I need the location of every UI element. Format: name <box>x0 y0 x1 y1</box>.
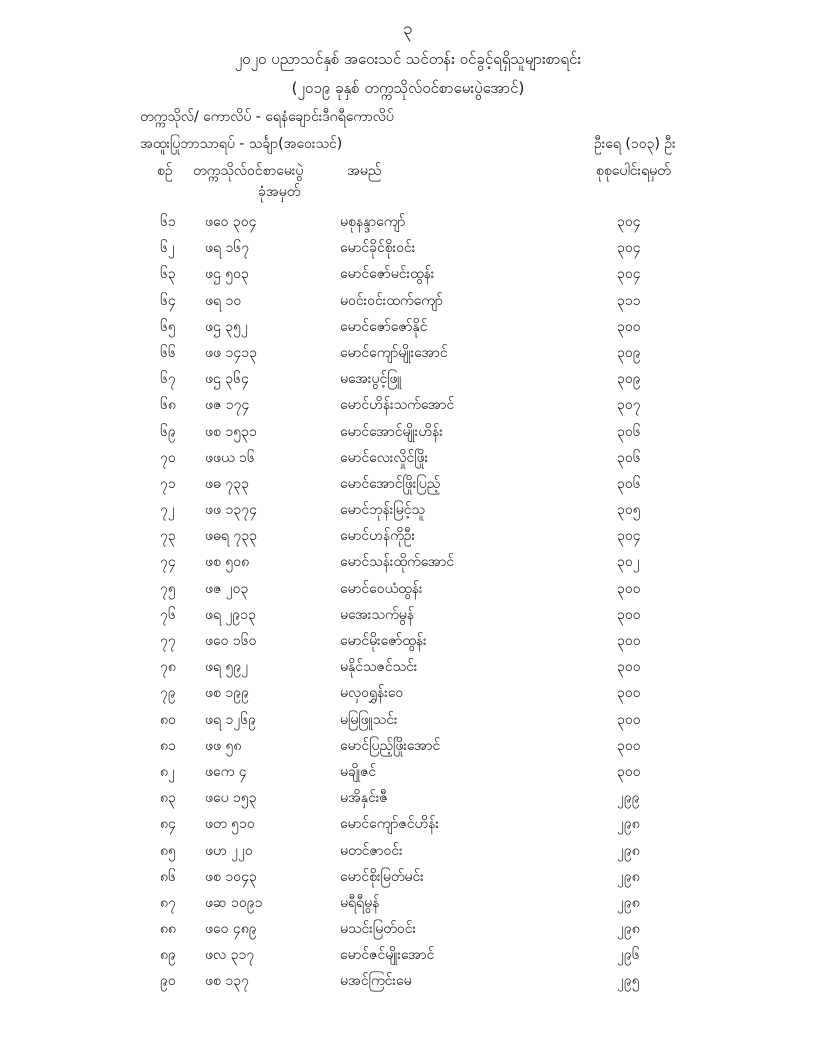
row-seq: ၈၅ <box>160 842 176 859</box>
row-student-name: မောင်ခိုင်စိုးဝင်း <box>340 240 416 257</box>
row-roll-number: ဖဖ ၁၄၁၃ <box>205 344 257 361</box>
row-seq: ၈၆ <box>160 868 176 885</box>
table-row <box>0 760 816 786</box>
row-seq: ၆၁ <box>160 214 176 230</box>
row-roll-number: ဖတ ၅၁၀ <box>205 816 255 833</box>
table-row <box>0 865 816 891</box>
row-seq: ၇၀ <box>160 449 176 466</box>
row-seq: ၆၆ <box>160 344 176 361</box>
row-seq: ၈၃ <box>160 790 176 807</box>
row-total-marks: ၂၉၈ <box>617 921 640 938</box>
row-roll-number: ဖဝေ ၁၆၀ <box>205 633 257 649</box>
row-total-marks: ၃၁၁ <box>617 292 641 309</box>
row-roll-number: ဖရ ၁၀ <box>205 292 242 309</box>
table-row <box>0 655 816 681</box>
row-roll-number: ဖရ ၂၉၁၃ <box>205 606 256 623</box>
row-seq: ၆၃ <box>160 266 176 283</box>
row-total-marks: ၃၀၀ <box>617 633 641 649</box>
row-roll-number: ဖဆ ၁၀၉၁ <box>205 894 263 911</box>
student-count: ဦးရေ (၁၀၃) ဦး <box>594 136 676 152</box>
row-roll-number: ဖဌ ၃၆၄ <box>205 371 249 388</box>
row-student-name: မရီရီမွန် <box>340 894 380 911</box>
row-roll-number: ဖဝေ ၄၈၉ <box>205 921 257 938</box>
row-total-marks: ၂၉၈ <box>617 816 640 833</box>
row-student-name: မသင်းမြတ်ဝင်း <box>340 921 417 938</box>
row-student-name: မောင်မိုးဇော်ထွန်း <box>340 633 427 649</box>
table-row <box>0 917 816 943</box>
row-roll-number: ဖဓ ၇၃၃ <box>205 475 249 492</box>
row-student-name: မောင်ပြည့်ဖြိုးအောင် <box>340 737 441 754</box>
row-student-name: မအိနှင်းဇီ <box>340 790 388 807</box>
row-seq: ၆၉ <box>160 423 176 440</box>
column-header-roll-sub: ခုံအမှတ် <box>258 184 301 200</box>
table-row <box>0 681 816 707</box>
page-number: ၃ <box>403 19 413 39</box>
table-row <box>0 943 816 969</box>
row-total-marks: ၃၀၀ <box>617 606 641 623</box>
row-seq: ၇၂ <box>160 502 175 519</box>
row-student-name: မနိုင်သဇင်သင်း <box>340 659 418 676</box>
row-seq: ၇၉ <box>160 685 176 702</box>
row-seq: ၇၇ <box>160 633 176 649</box>
university-line: တက္ကသိုလ်/ ကောလိပ် - ရေနံချောင်းဒီဂရီကောလိပ် <box>140 109 394 125</box>
row-seq: ၉၀ <box>160 973 176 990</box>
row-student-name: မောင်သန်းထိုက်အောင် <box>340 554 455 571</box>
row-total-marks: ၃၀၆ <box>617 423 641 440</box>
row-seq: ၈၉ <box>160 947 176 964</box>
row-roll-number: ဖရ ၅၉၂ <box>205 659 249 676</box>
row-roll-number: ဖစ ၅၀၈ <box>205 554 250 571</box>
row-roll-number: ဖပေ ၁၅၃ <box>205 790 257 807</box>
row-student-name: မတင်ဇာဝင်း <box>340 842 403 859</box>
row-seq: ၇၃ <box>160 528 176 545</box>
table-row <box>0 498 816 524</box>
row-total-marks: ၃၀၂ <box>617 554 640 571</box>
row-roll-number: ဖဖ ၁၃၇၄ <box>205 502 257 519</box>
subject-line: အထူးပြုဘာသာရပ် - သင်္ချာ(အဝေးသင်) <box>140 136 343 152</box>
row-student-name: မောင်ဟန်ကိုဦး <box>340 528 416 545</box>
row-roll-number: ဖဇ ၁၇၄ <box>205 397 250 414</box>
row-seq: ၇၆ <box>160 606 176 623</box>
table-row <box>0 577 816 603</box>
column-header-name: အမည် <box>347 163 382 179</box>
row-student-name: မောင်ဇော်မင်းထွန်း <box>340 266 435 283</box>
row-total-marks: ၃၀၆ <box>617 449 641 466</box>
row-student-name: မောင်ဝေယံထွန်း <box>340 580 423 597</box>
row-total-marks: ၃၀၀ <box>617 737 641 754</box>
row-total-marks: ၃၀၀ <box>617 763 641 780</box>
document-subtitle: (၂၀၁၉ ခုနှစ် တက္ကသိုလ်ဝင်စာမေးပွဲအောင်) <box>291 79 525 97</box>
row-total-marks: ၂၉၉ <box>617 790 640 807</box>
row-student-name: မလှဝရွှန်းဝေ <box>340 685 404 702</box>
table-row <box>0 341 816 367</box>
row-roll-number: ဖကေ ၄ <box>205 763 247 780</box>
table-row <box>0 262 816 288</box>
row-student-name: မဝင်းဝင်းထက်ကျော် <box>340 292 443 309</box>
row-roll-number: ဖစ ၁၀၄၃ <box>205 868 257 885</box>
table-row <box>0 367 816 393</box>
row-student-name: မောင်လေးလှိုင်ဖြိုး <box>340 449 429 466</box>
row-student-name: မမြဖြူသင်း <box>340 711 398 728</box>
row-total-marks: ၃၀၅ <box>617 502 641 519</box>
row-total-marks: ၃၀၄ <box>617 528 641 545</box>
table-row <box>0 708 816 734</box>
row-seq: ၇၈ <box>160 659 176 676</box>
row-total-marks: ၃၀၀ <box>617 659 641 676</box>
row-roll-number: ဖရ ၁၂၆၉ <box>205 711 256 728</box>
row-total-marks: ၃၀၉ <box>617 371 641 388</box>
table-row <box>0 734 816 760</box>
row-roll-number: ဖဖယ ၁၆ <box>205 449 255 466</box>
row-roll-number: ဖဇ ၂၀၃ <box>205 580 249 597</box>
table-row <box>0 786 816 812</box>
column-header-seq: စဉ် <box>157 163 173 179</box>
row-student-name: မောင်အောင်မျိုးဟိန်း <box>340 423 443 440</box>
row-student-name: မအင်ကြင်းမေ <box>340 973 412 990</box>
row-roll-number: ဖဓရ ၇၃၃ <box>205 528 257 545</box>
row-seq: ၆၂ <box>160 240 175 257</box>
row-student-name: မောင်အောင်ဖြိုးပြည့် <box>340 475 441 492</box>
table-row <box>0 393 816 419</box>
row-total-marks: ၃၀၉ <box>617 344 641 361</box>
row-roll-number: ဖစ ၁၃၇ <box>205 973 249 990</box>
row-total-marks: ၂၉၈ <box>617 842 640 859</box>
row-student-name: မောင်ကျော်ဇင်ဟိန်း <box>340 816 439 833</box>
row-roll-number: ဖရ ၁၆၇ <box>205 240 250 257</box>
row-seq: ၈၀ <box>160 711 176 728</box>
table-row <box>0 550 816 576</box>
row-total-marks: ၂၉၅ <box>617 973 640 990</box>
row-student-name: မောင်ဇင်မျိုးအောင် <box>340 947 435 964</box>
row-seq: ၇၄ <box>160 554 176 571</box>
row-total-marks: ၂၉၈ <box>617 894 640 911</box>
table-row <box>0 524 816 550</box>
table-row <box>0 446 816 472</box>
row-seq: ၈၁ <box>160 737 176 754</box>
table-row <box>0 472 816 498</box>
table-row <box>0 420 816 446</box>
row-student-name: မောင်ဇော်ဇော်နိုင် <box>340 318 428 335</box>
row-roll-number: ဖဖ ၅၈ <box>205 737 242 754</box>
row-roll-number: ဖဝေ ၃၀၄ <box>205 214 257 230</box>
table-row <box>0 315 816 341</box>
row-student-name: မောင်ကျော်မျိုးအောင် <box>340 344 448 361</box>
row-seq: ၈၂ <box>160 763 175 780</box>
row-total-marks: ၃၀၇ <box>617 397 641 414</box>
table-row <box>0 210 816 236</box>
row-student-name: မောင်ဟိန်းသက်အောင် <box>340 397 455 414</box>
row-roll-number: ဖဟ ၂၂၀ <box>205 842 253 859</box>
table-row <box>0 891 816 917</box>
table-row <box>0 603 816 629</box>
row-student-name: မောင်ဘုန်းမြင့်သူ <box>340 502 426 519</box>
row-roll-number: ဖစ ၁၅၃၁ <box>205 423 257 440</box>
row-seq: ၆၅ <box>160 318 176 335</box>
row-seq: ၇၅ <box>160 580 176 597</box>
row-student-name: မချိုဇင် <box>340 763 377 780</box>
row-total-marks: ၃၀၄ <box>617 266 641 283</box>
row-seq: ၈၄ <box>160 816 176 833</box>
table-row <box>0 839 816 865</box>
row-seq: ၆၇ <box>160 371 176 388</box>
row-total-marks: ၃၀၆ <box>617 475 641 492</box>
table-row <box>0 236 816 262</box>
table-row <box>0 812 816 838</box>
row-student-name: မစုနန္ဒာကျော် <box>340 214 406 230</box>
row-student-name: မောင်စိုးမြတ်မင်း <box>340 868 424 885</box>
row-roll-number: ဖဌ ၃၅၂ <box>205 318 248 335</box>
row-student-name: မအေးသက်မွန် <box>340 606 414 623</box>
row-total-marks: ၃၀၄ <box>617 240 641 257</box>
row-total-marks: ၃၀၄ <box>617 214 641 230</box>
table-row <box>0 289 816 315</box>
row-total-marks: ၂၉၆ <box>617 947 640 964</box>
row-total-marks: ၂၉၈ <box>617 868 640 885</box>
column-header-roll: တက္ကသိုလ်ဝင်စာမေးပွဲ <box>193 163 304 179</box>
row-total-marks: ၃၀၀ <box>617 711 641 728</box>
row-total-marks: ၃၀၀ <box>617 685 641 702</box>
row-roll-number: ဖစ ၁၉၉ <box>205 685 249 702</box>
row-seq: ၈၇ <box>160 894 176 911</box>
student-list <box>0 210 816 996</box>
column-header-marks: စုစုပေါင်းရမှတ် <box>596 163 671 179</box>
row-roll-number: ဖလ ၃၁၇ <box>205 947 255 964</box>
row-total-marks: ၃၀၀ <box>617 318 641 335</box>
row-seq: ၇၁ <box>160 475 176 492</box>
row-seq: ၈၈ <box>160 921 176 938</box>
table-row <box>0 969 816 995</box>
row-roll-number: ဖဌ ၅၀၃ <box>205 266 249 283</box>
document-title: ၂၀၂၀ ပညာသင်နှစ် အဝေးသင် သင်တန်း ဝင်ခွင့်ရရှိသူများစာရင်း <box>234 50 582 68</box>
row-seq: ၆၄ <box>160 292 176 309</box>
row-seq: ၆၈ <box>160 397 176 414</box>
row-student-name: မအေးပွင့်ဖြူ <box>340 371 402 388</box>
table-row <box>0 629 816 655</box>
row-total-marks: ၃၀၀ <box>617 580 641 597</box>
